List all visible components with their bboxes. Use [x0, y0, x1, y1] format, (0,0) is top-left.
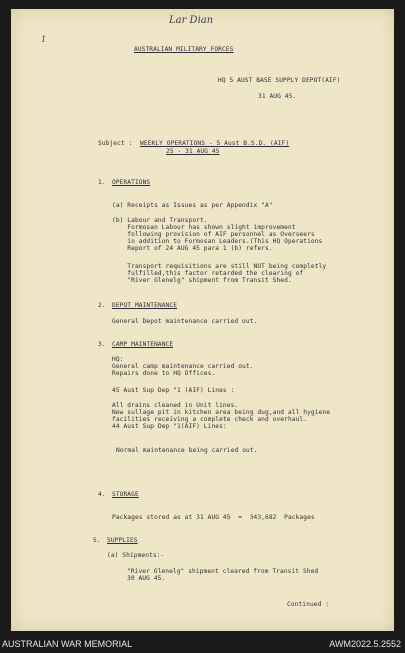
section-4-number: 4.: [98, 491, 106, 498]
section-3-number: 3.: [98, 341, 106, 348]
footer-institution: AUSTRALIAN WAR MEMORIAL: [2, 639, 133, 649]
subject-line-2: 25 - 31 AUG 45: [166, 148, 220, 155]
section-3-lines-line: 45 Aust Sup Dep "1 (AIF) Lines :: [112, 387, 235, 394]
section-1c-line: "River Glenelg" shipment from Transit Shed.: [112, 277, 292, 284]
archive-footer: [0, 634, 405, 653]
section-3-heading: CAMP MAINTENANCE: [112, 341, 174, 348]
section-3-lines-line: facilities receiving a complete check and overhaul.: [112, 416, 308, 423]
footer-accession-number: AWM2022.5.2552: [329, 639, 401, 649]
section-5-body-line: "River Glenelg" shipment cleared from Transit Shed: [127, 568, 319, 575]
section-1c-line: fulfilled,this factor retarded the clearing of: [112, 270, 304, 277]
section-3-hq-line: HQ:: [112, 356, 124, 363]
section-4-heading: STORAGE: [112, 491, 139, 498]
section-5-body-line: 30 AUG 45.: [127, 575, 166, 582]
section-1a: (a) Receipts as Issues as per Appendix "A": [112, 202, 273, 209]
document-page: [11, 9, 394, 631]
section-3-normal: Normal maintenance being carried out.: [116, 447, 258, 454]
document-title: AUSTRALIAN MILITARY FORCES: [134, 46, 234, 53]
section-1c-line: Transport requisitions are still NOT being completly: [112, 263, 327, 270]
section-1b-line: Report of 24 AUG 45 para 1 (b) refers.: [112, 245, 273, 252]
section-1-number: 1.: [98, 179, 106, 186]
document-date: 31 AUG 45.: [258, 93, 297, 100]
section-5a: (a) Shipments:-: [107, 552, 165, 559]
continued-note: Continued :: [287, 601, 330, 608]
section-3-lines-line: 44 Aust Sup Dep "1(AIF) Lines:: [112, 423, 227, 430]
section-5-number: 5.: [93, 537, 101, 544]
subject-label: Subject :: [98, 140, 133, 147]
section-1-heading: OPERATIONS: [112, 179, 151, 186]
section-3-hq-line: General camp maintenance carried out.: [112, 363, 254, 370]
section-3-hq-line: Repairs done to HQ Offices.: [112, 370, 216, 377]
section-3-lines-line: All drains cleaned in Unit lines.: [112, 402, 239, 409]
section-2-body: General Depot maintenance carried out.: [112, 318, 258, 325]
section-2-heading: DEPOT MAINTENANCE: [112, 302, 178, 309]
section-3-lines-line: New sullage pit in kitchen area being dug,and all hygiene: [112, 409, 331, 416]
section-2-number: 2.: [98, 302, 106, 309]
unit-name: HQ 5 AUST BASE SUPPLY DEPOT(AIF): [218, 77, 341, 84]
section-4-body: Packages stored as at 31 AUG 45 = 343,682 Packages: [112, 514, 315, 521]
subject-line-1: WEEKLY OPERATIONS - 5 Aust B.S.D. (AIF): [140, 140, 290, 147]
handwritten-note: Lar Dian: [169, 15, 214, 26]
handwritten-corner-mark: 1: [41, 35, 47, 44]
section-1b-line: Formosan Labour has shown slight improvement: [112, 224, 296, 231]
section-5-heading: SUPPLIES: [107, 537, 138, 544]
section-1b-line: in addition to Formosan Leaders.(This HQ Operations: [112, 238, 323, 245]
section-1b-line: following provision of AIF personnel as Overseers: [112, 231, 315, 238]
section-1b-line: (b) Labour and Transport.: [112, 217, 208, 224]
